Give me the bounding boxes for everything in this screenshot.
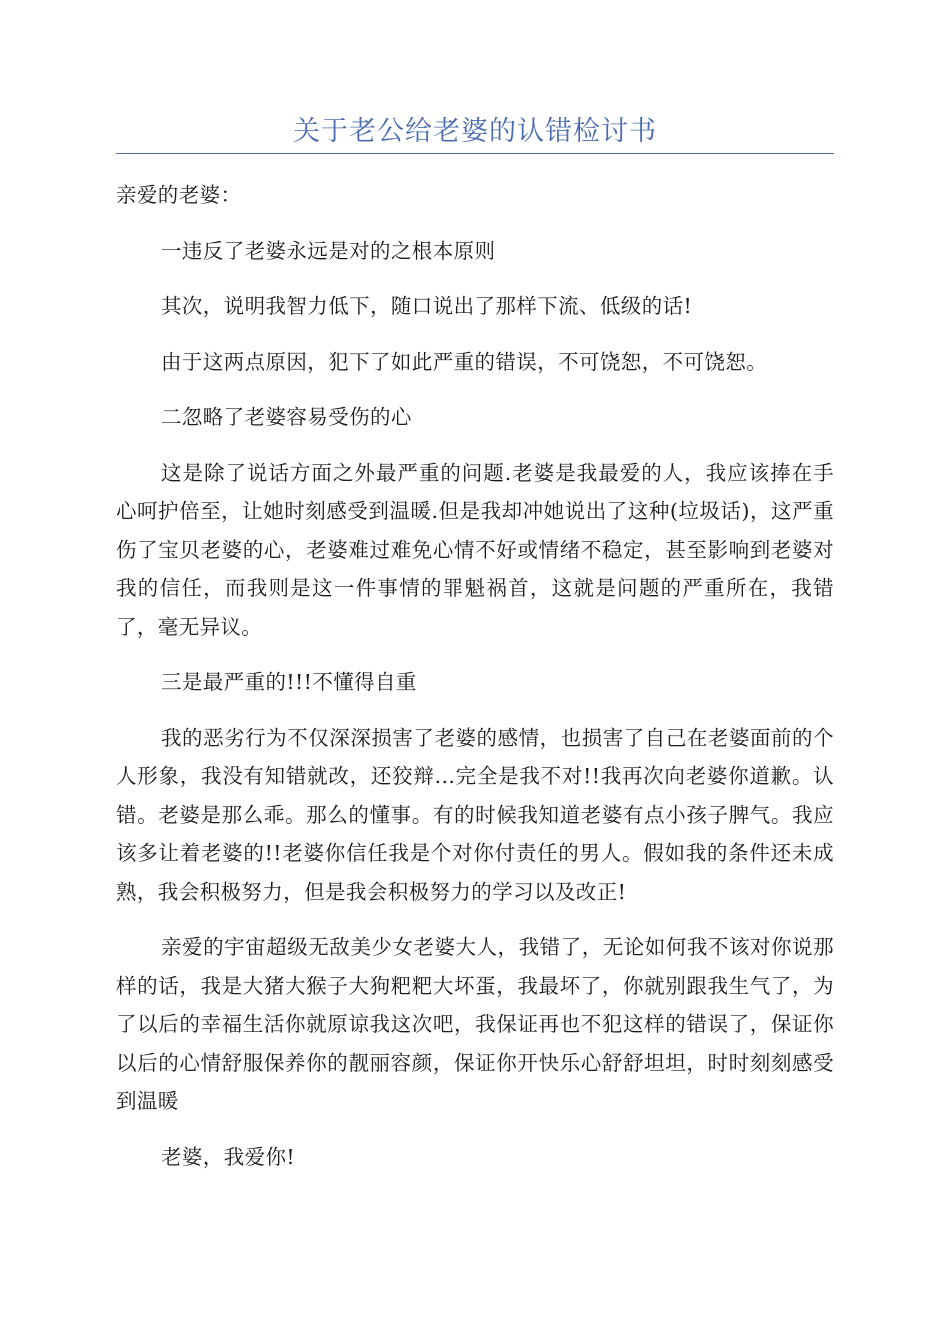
- salutation: 亲爱的老婆：: [116, 183, 242, 207]
- document-body: [116, 176, 834, 1193]
- paragraph: 由于这两点原因，犯下了如此严重的错误，不可饶恕，不可饶恕。: [161, 349, 768, 374]
- paragraph: 亲爱的宇宙超级无敌美少女老婆大人，我错了，无论如何我不该对你说那样的话，我是大猪大猴子大狗粑粑大坏蛋，我最坏了，你就别跟我生气了，为了以后的幸福生活你就原谅我这次吧，我保证再也不犯这样的错误了，保证你以后的心情舒服保养你的靓丽容颜，保证你开快乐心舒舒坦坦，时时刻刻感受到温暖: [116, 935, 834, 1113]
- paragraph: 这是除了说话方面之外最严重的问题.老婆是我最爱的人，我应该捧在手心呵护倍至，让她时刻感受到温暖.但是我却冲她说出了这种(垃圾话)，这严重伤了宝贝老婆的心，老婆难过难免心情不好或情绪不稳定，甚至影响到老婆对我的信任，而我则是这一件事情的罪魁祸首，这就是问题的严重所在，我错了，毫无异议。: [116, 460, 834, 639]
- document-title: 关于老公给老婆的认错检讨书: [293, 116, 657, 147]
- paragraph: 我的恶劣行为不仅深深损害了老婆的感情，也损害了自己在老婆面前的个人形象，我没有知错就改，还狡辩...完全是我不对!!我再次向老婆你道歉。认错。老婆是那么乖。那么的懂事。有的时候我知道老婆有点小孩子脾气。我应该多让着老婆的!!老婆你信任我是个对你付责任的男人。假如我的条件还未成熟，我会积极努力，但是我会积极努力的学习以及改正!: [116, 725, 834, 904]
- paragraph: 一违反了老婆永远是对的之根本原则: [161, 238, 496, 263]
- paragraph: 三是最严重的!!!不懂得自重: [161, 670, 417, 694]
- title-underline: [116, 153, 834, 154]
- paragraph: 老婆，我爱你!: [161, 1144, 296, 1169]
- paragraph: 二忽略了老婆容易受伤的心: [161, 405, 412, 429]
- paragraph: 其次，说明我智力低下，随口说出了那样下流、低级的话!: [161, 294, 693, 318]
